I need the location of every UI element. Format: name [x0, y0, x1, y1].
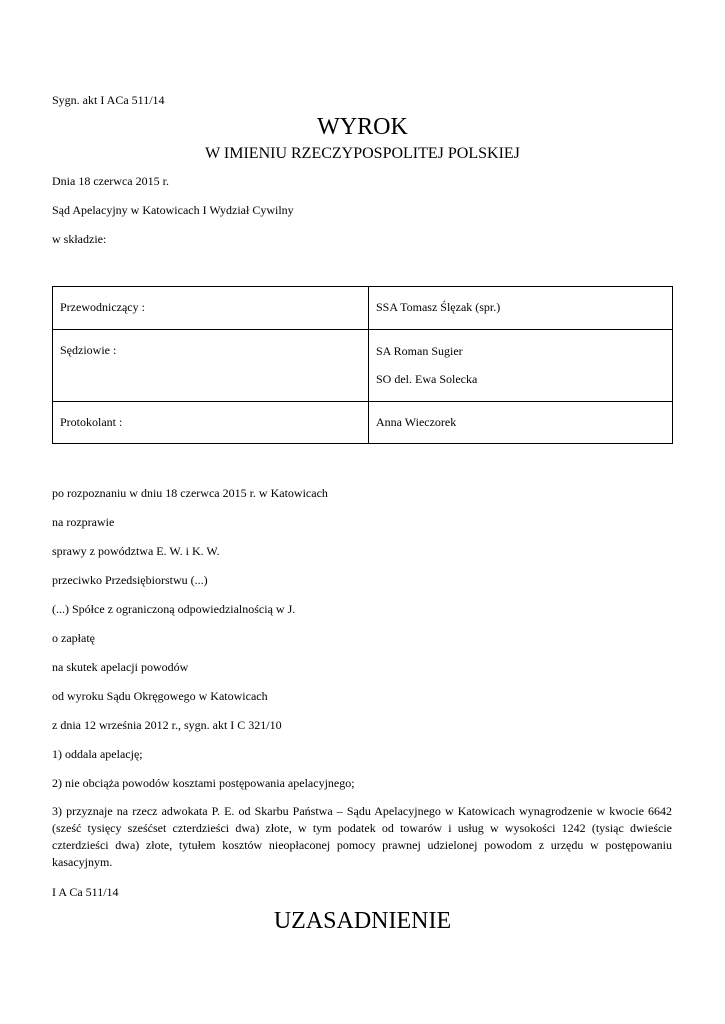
presiding-value: SSA Tomasz Ślęzak (spr.) [369, 287, 673, 330]
body-line: z dnia 12 września 2012 r., sygn. akt I C 321/10 [52, 718, 282, 732]
ruling-point-2: 2) nie obciąża powodów kosztami postępowania apelacyjnego; [52, 776, 355, 790]
table-row [53, 287, 673, 330]
judge-name: SO del. Ewa Solecka [376, 372, 478, 386]
court-composition-table [52, 286, 673, 444]
clerk-label: Protokolant : [53, 402, 369, 444]
body-line: od wyroku Sądu Okręgowego w Katowicach [52, 689, 268, 703]
clerk-value: Anna Wieczorek [369, 402, 673, 444]
composition-intro: w składzie: [52, 232, 107, 246]
presiding-label: Przewodniczący : [53, 287, 369, 330]
judgment-date: Dnia 18 czerwca 2015 r. [52, 174, 169, 188]
body-line: po rozpoznaniu w dniu 18 czerwca 2015 r. w Katowicach [52, 486, 328, 500]
document-title: WYROK [317, 114, 408, 140]
table-row [53, 330, 673, 402]
court-name: Sąd Apelacyjny w Katowicach I Wydział Cywilny [52, 203, 294, 217]
body-line: sprawy z powództwa E. W. i K. W. [52, 544, 220, 558]
body-line: (...) Spółce z ograniczoną odpowiedzialnością w J. [52, 602, 296, 616]
case-signature: Sygn. akt I ACa 511/14 [52, 93, 165, 107]
body-line: o zapłatę [52, 631, 95, 645]
justification-title: UZASADNIENIE [273, 908, 452, 934]
footer-signature: I A Ca 511/14 [52, 885, 119, 899]
table-row [53, 402, 673, 444]
ruling-point-3: 3) przyznaje na rzecz adwokata P. E. od Skarbu Państwa – Sądu Apelacyjnego w Katowicach wynagrodzenie w kwocie 6642 (sześć tysięcy sześćset czterdzieści dwa) złote, w tym podatek od towarów i usług w wysokości 1242 (tysiąc dwieście czterdzieści dwa) złote, tytułem kosztów nieopłaconej pomocy prawnej udzielonej powodom z urzędu w postępowaniu kasacyjnym. [52, 804, 672, 869]
body-line: na rozprawie [52, 515, 115, 529]
body-line: na skutek apelacji powodów [52, 660, 189, 674]
body-line: przeciwko Przedsiębiorstwu (...) [52, 573, 208, 587]
judge-name: SA Roman Sugier [376, 344, 463, 358]
document-subtitle: W IMIENIU RZECZYPOSPOLITEJ POLSKIEJ [205, 145, 520, 162]
judges-cell [369, 330, 673, 402]
judges-label: Sędziowie : [53, 330, 369, 402]
ruling-point-1: 1) oddala apelację; [52, 747, 143, 761]
